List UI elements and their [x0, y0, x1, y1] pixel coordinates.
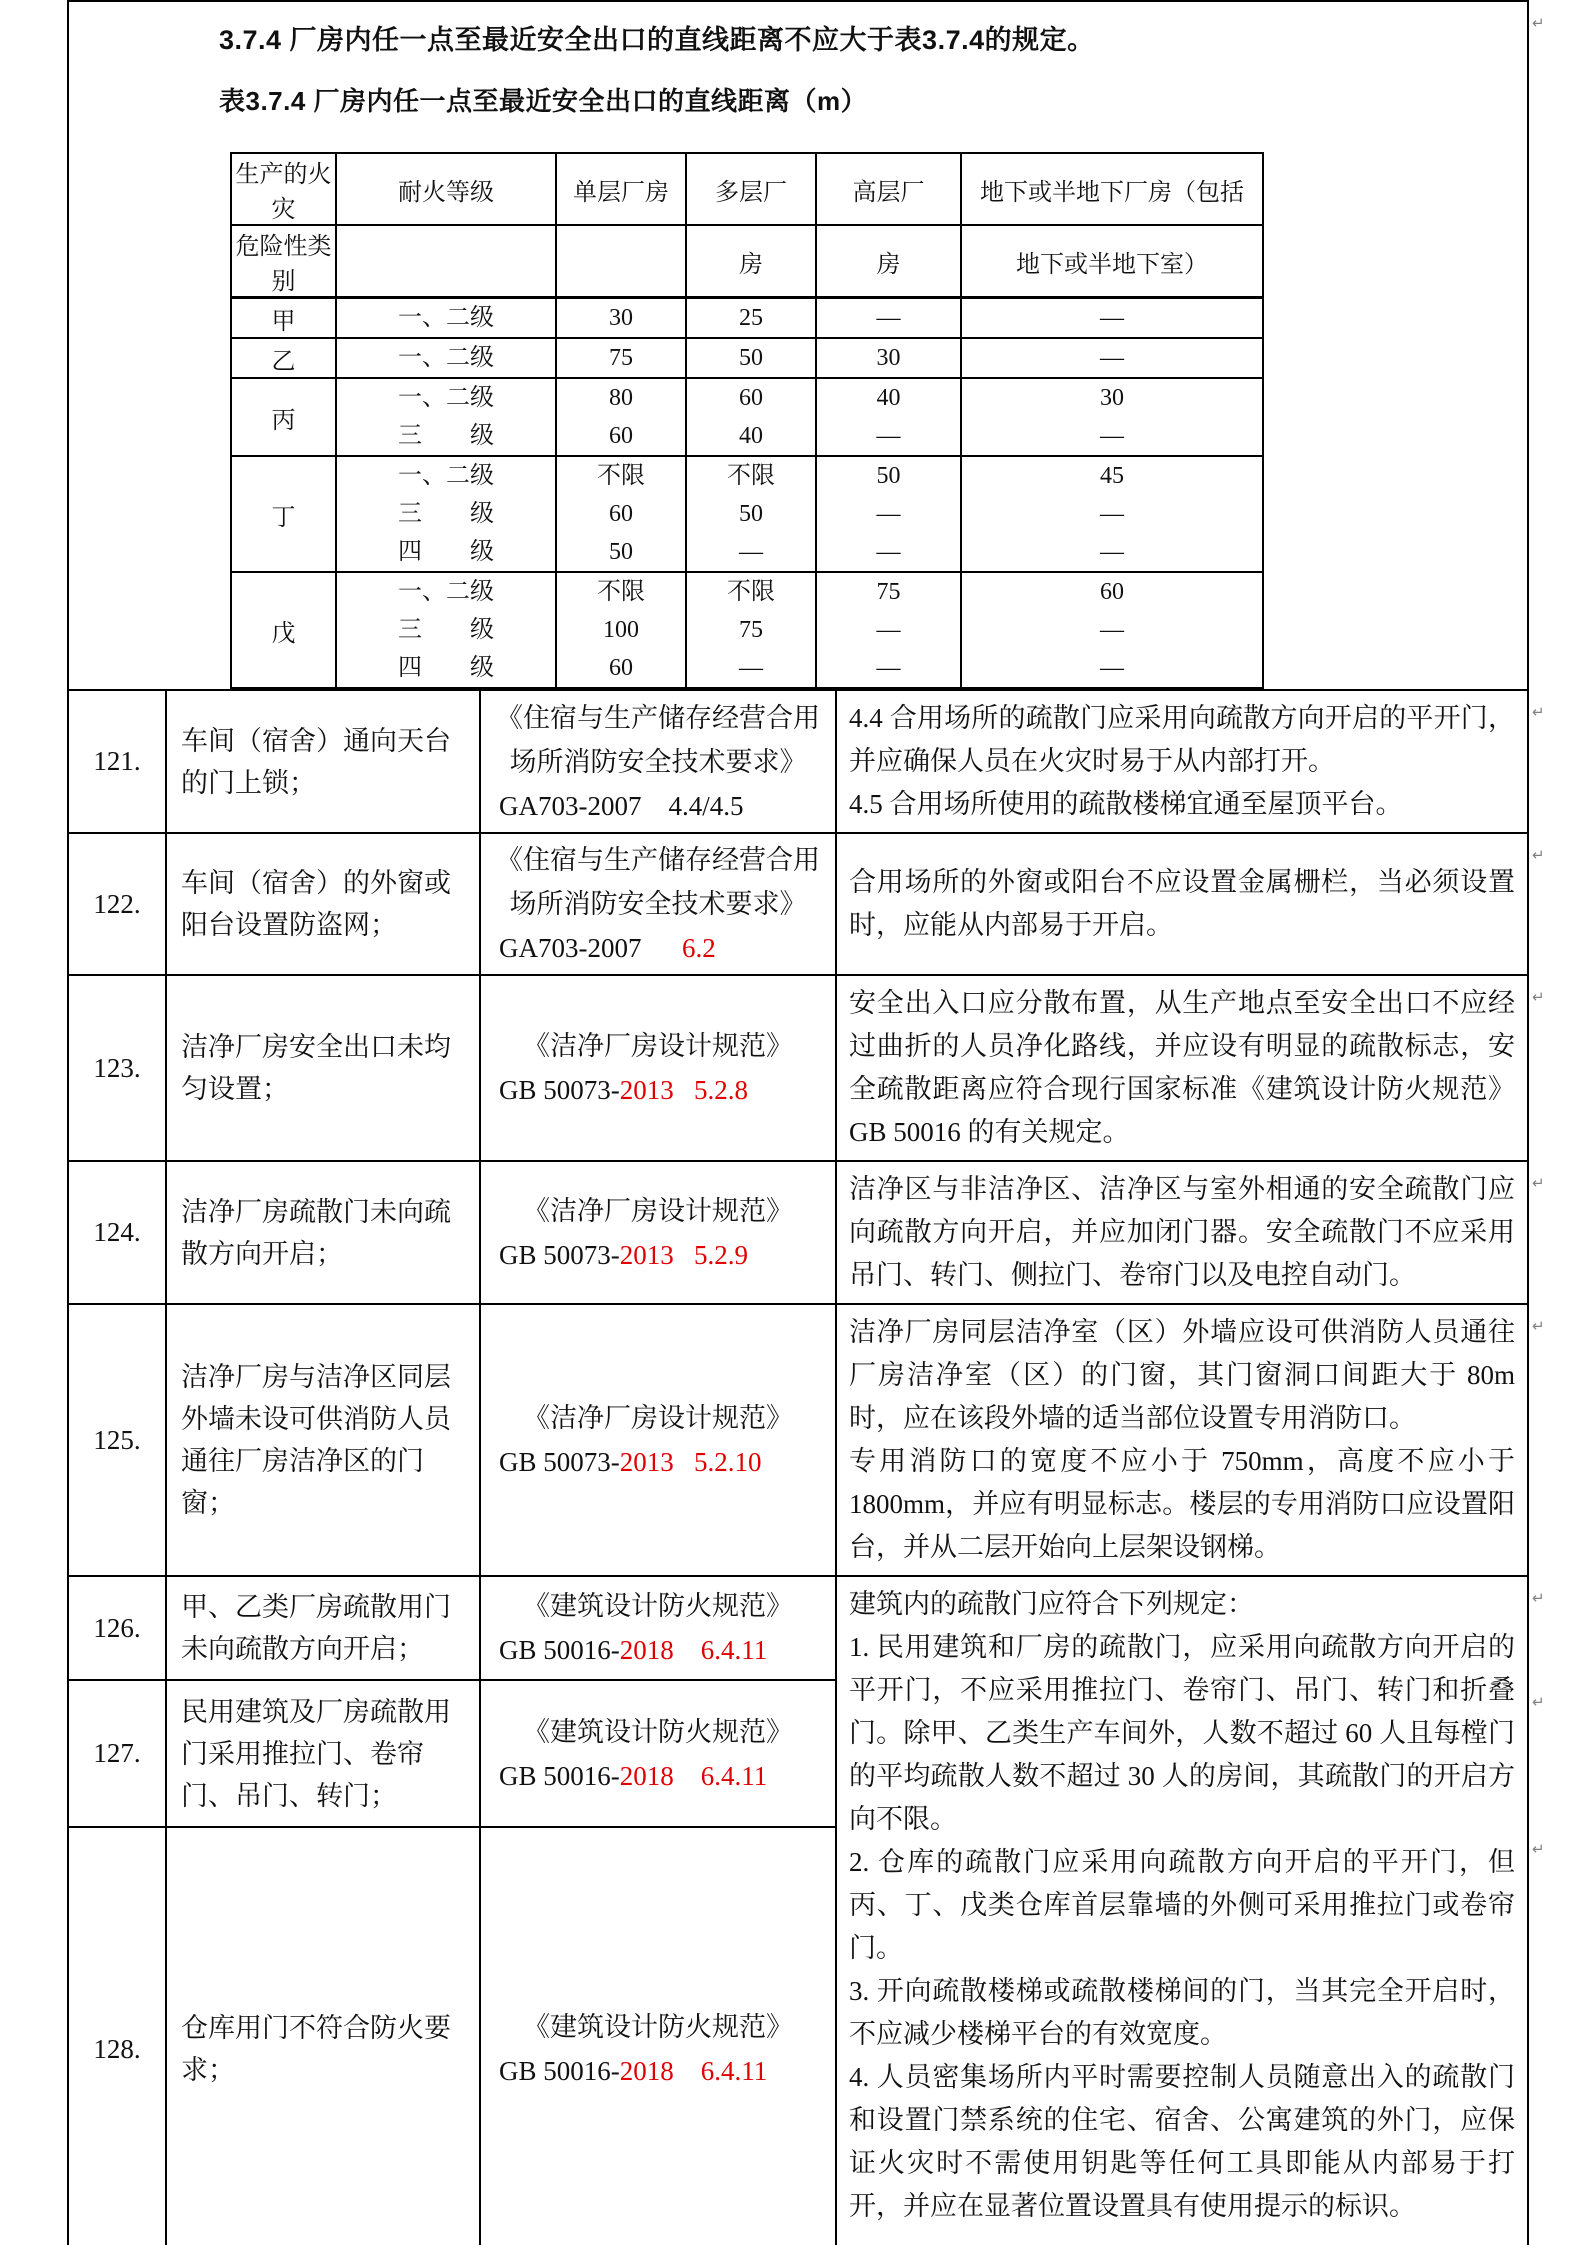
distance-value: 30: [609, 305, 633, 331]
standard-code-black: GB 50016-: [499, 1760, 620, 1791]
issue-description-cell: 洁净厂房安全出口未均匀设置；: [166, 975, 480, 1161]
issue-number-cell: 122.: [68, 833, 166, 975]
standard-title: 《住宿与生产储存经营合用场所消防安全技术要求》: [496, 845, 820, 919]
issue-number-cell: 124.: [68, 1161, 166, 1304]
standard-title: 《建筑设计防火规范》: [523, 1591, 793, 1621]
standard-reference-cell: [480, 833, 836, 975]
distance-value: —: [876, 617, 901, 643]
distance-value: 50: [739, 501, 763, 527]
distance-value-cell: [556, 456, 686, 572]
distance-value: 25: [739, 305, 763, 331]
distance-header-cell: 生产的火灾: [231, 153, 336, 225]
standard-code-black: GB 50073-: [499, 1239, 620, 1270]
distance-value-cell: [816, 338, 961, 378]
distance-value: 60: [609, 423, 633, 449]
distance-value: 不限: [597, 579, 645, 605]
end-of-row-mark: ↵: [1532, 846, 1545, 864]
standard-title: 《建筑设计防火规范》: [523, 1716, 793, 1747]
distance-value: 60: [739, 385, 763, 411]
distance-header-cell: 耐火等级: [336, 153, 556, 225]
requirement-paragraph: 洁净区与非洁净区、洁净区与室外相通的安全疏散门应向疏散方向开启，并应加闭门器。安全疏散门不应采用吊门、转门、侧拉门、卷帘门以及电控自动门。: [849, 1174, 1515, 1290]
clause-heading: 3.7.4 厂房内任一点至最近安全出口的直线距离不应大于表3.7.4的规定。: [219, 25, 1095, 55]
standard-code-red: 2013: [619, 1075, 674, 1105]
distance-value-cell: [961, 298, 1263, 339]
distance-value-cell: [556, 378, 686, 456]
distance-value: 60: [1100, 579, 1124, 605]
standard-code: [491, 1440, 825, 1484]
issue-description-cell: 洁净厂房疏散门未向疏散方向开启；: [166, 1161, 480, 1304]
issue-description-cell: 甲、乙类厂房疏散用门未向疏散方向开启；: [166, 1576, 480, 1680]
distance-value: 50: [876, 463, 901, 489]
standard-reference-cell: [480, 1827, 836, 2245]
standard-title: 《洁净厂房设计规范》: [523, 1031, 793, 1061]
requirement-cell: [836, 690, 1528, 833]
distance-value: 不限: [727, 463, 775, 489]
standard-code-red: 5.2.8: [694, 1075, 748, 1105]
distance-value: 50: [739, 345, 763, 371]
distance-value: 40: [739, 423, 763, 449]
end-of-row-mark: ↵: [1532, 1174, 1545, 1192]
distance-value: 不限: [727, 579, 775, 605]
distance-value: —: [1100, 655, 1124, 681]
distance-value: —: [1100, 539, 1124, 565]
issue-row: [68, 1576, 1528, 1680]
issue-row: [68, 1161, 1528, 1304]
standard-code-black: [674, 1075, 694, 1105]
standard-code-black: [642, 933, 683, 963]
main-table: [67, 0, 1529, 2245]
end-of-row-mark: ↵: [1532, 1589, 1545, 1607]
requirement-paragraph: 1. 民用建筑和厂房的疏散门，应采用向疏散方向开启的平开门，不应采用推拉门、卷帘门、吊门、转门和折叠门。除甲、乙类生产车间外，人数不超过 60 人且每樘门的平均疏散人数不超过 30 人的房间，其疏散门的开启方向不限。: [849, 1632, 1515, 1834]
distance-value: —: [739, 655, 763, 681]
distance-value: 80: [609, 385, 633, 411]
distance-value-cell: [816, 298, 961, 339]
standard-code: [491, 1068, 825, 1112]
standard-code-black: [674, 1240, 694, 1270]
standard-code-red: 5.2.9: [694, 1239, 748, 1270]
standard-title: 《洁净厂房设计规范》: [523, 1195, 793, 1226]
standard-reference-cell: [480, 1680, 836, 1827]
distance-value-cell: [336, 338, 556, 378]
distance-value-cell: [686, 338, 816, 378]
issue-number-cell: 121.: [68, 690, 166, 833]
standard-code-black: GA703-2007: [499, 790, 642, 821]
distance-value: 30: [876, 345, 901, 371]
distance-table: [230, 152, 1264, 689]
issue-row: [68, 975, 1528, 1161]
standard-reference-cell: [480, 975, 836, 1161]
distance-value-cell: [556, 338, 686, 378]
requirement-paragraph: 4.4 合用场所的疏散门应采用向疏散方向开启的平开门，并应确保人员在火灾时易于从内部打开。: [849, 703, 1515, 776]
distance-value: 45: [1100, 463, 1124, 489]
distance-value: —: [1100, 423, 1124, 449]
standard-reference-cell: [480, 1304, 836, 1576]
issue-row: [68, 1304, 1528, 1576]
standard-code: [491, 1754, 825, 1798]
distance-value-cell: [686, 572, 816, 688]
requirement-paragraph: 2. 仓库的疏散门应采用向疏散方向开启的平开门，但丙、丁、戊类仓库首层靠墙的外侧可采用推拉门或卷帘门。: [849, 1847, 1515, 1963]
distance-value: —: [876, 305, 901, 331]
requirement-paragraph: 专用消防口的宽度不应小于 750mm，高度不应小于 1800mm，并应有明显标志。楼层的专用消防口应设置阳台，并从二层开始向上层架设钢梯。: [849, 1446, 1515, 1562]
standard-code-red: 2018: [619, 2056, 674, 2086]
distance-value-cell: [336, 572, 556, 688]
distance-group-row: [231, 456, 1263, 572]
distance-value: 四 级: [398, 539, 494, 565]
distance-value: 100: [603, 617, 639, 643]
fire-category-cell: 戊: [231, 572, 336, 688]
standard-code: [491, 2049, 825, 2093]
standard-code-red: 2013: [619, 1447, 674, 1477]
standard-reference-cell: [480, 1576, 836, 1680]
distance-header-cell: 多层厂: [686, 153, 816, 225]
distance-value: 三 级: [398, 423, 494, 449]
requirement-paragraph: 合用场所的外窗或阳台不应设置金属栅栏，当必须设置时，应能从内部易于开启。: [849, 867, 1515, 940]
standard-code-red: 2013: [619, 1239, 674, 1270]
standard-code-red: 6.2: [682, 933, 716, 963]
standard-code-black: GB 50073-: [499, 1447, 620, 1477]
distance-header-row-2: [231, 225, 1263, 298]
distance-value-cell: [336, 298, 556, 339]
standard-reference-cell: [480, 690, 836, 833]
issue-number-cell: 123.: [68, 975, 166, 1161]
distance-value-cell: [686, 456, 816, 572]
requirement-paragraph: 3. 开向疏散楼梯或疏散楼梯间的门，当其完全开启时，不应减少楼梯平台的有效宽度。: [849, 1976, 1515, 2049]
distance-value: —: [876, 501, 901, 527]
standard-reference-cell: [480, 1161, 836, 1304]
standard-code-red: 5.2.10: [694, 1447, 762, 1477]
distance-header-cell: 危险性类别: [231, 225, 336, 298]
distance-value: —: [876, 655, 901, 681]
distance-value: —: [1100, 501, 1124, 527]
distance-value-cell: [556, 572, 686, 688]
issue-number-cell: 128.: [68, 1827, 166, 2245]
distance-value: —: [1100, 617, 1124, 643]
distance-header-cell: 房: [686, 225, 816, 298]
standard-code-red: 2018: [619, 1760, 674, 1791]
distance-value: 不限: [597, 463, 645, 489]
standard-code-red: 6.4.11: [700, 1635, 768, 1665]
standard-code-black: [674, 1447, 694, 1477]
distance-value-cell: [961, 378, 1263, 456]
distance-group-row: [231, 298, 1263, 339]
distance-header-row-1: [231, 153, 1263, 225]
distance-header-cell: 房: [816, 225, 961, 298]
distance-value: —: [1100, 305, 1124, 331]
distance-value-cell: [686, 298, 816, 339]
distance-header-cell: 地下或半地下厂房（包括: [961, 153, 1263, 225]
standard-code: [491, 1628, 825, 1672]
distance-header-cell: 单层厂房: [556, 153, 686, 225]
distance-value-cell: [816, 378, 961, 456]
distance-table-caption: 表3.7.4 厂房内任一点至最近安全出口的直线距离（m）: [219, 86, 868, 116]
end-of-row-mark: ↵: [1532, 14, 1545, 32]
intro-row: [68, 1, 1528, 690]
standard-code-black: [674, 2056, 701, 2086]
issue-description-cell: 车间（宿舍）的外窗或阳台设置防盗网；: [166, 833, 480, 975]
requirement-cell-merged: [836, 1576, 1528, 2245]
distance-value: 60: [609, 655, 633, 681]
distance-value: 一、二级: [398, 345, 494, 371]
distance-value: —: [1100, 345, 1124, 371]
distance-group-row: [231, 378, 1263, 456]
distance-header-cell: [556, 225, 686, 298]
requirement-paragraph: 洁净厂房同层洁净室（区）外墙应设可供消防人员通往厂房洁净室（区）的门窗，其门窗洞口间距大于 80m 时，应在该段外墙的适当部位设置专用消防口。: [849, 1317, 1515, 1433]
distance-value: 75: [876, 579, 901, 605]
issue-description-cell: 洁净厂房与洁净区同层外墙未设可供消防人员通往厂房洁净区的门窗；: [166, 1304, 480, 1576]
distance-value-cell: [816, 456, 961, 572]
distance-value-cell: [336, 456, 556, 572]
distance-value-cell: [816, 572, 961, 688]
distance-value: 60: [609, 501, 633, 527]
requirement-paragraph: 4. 人员密集场所内平时需要控制人员随意出入的疏散门和设置门禁系统的住宅、宿舍、公寓建筑的外门，应保证火灾时不需使用钥匙等任何工具即能从内部易于打开，并应在显著位置设置具有使用提示的标识。: [849, 2062, 1515, 2221]
standard-code: [491, 784, 825, 828]
issue-row: [68, 690, 1528, 833]
distance-group-row: [231, 572, 1263, 688]
requirement-cell: [836, 1304, 1528, 1576]
standard-code-black: GB 50073-: [499, 1075, 620, 1105]
distance-value: 一、二级: [398, 463, 494, 489]
issue-number-cell: 125.: [68, 1304, 166, 1576]
end-of-row-mark: ↵: [1532, 988, 1545, 1006]
end-of-row-mark: ↵: [1532, 1840, 1545, 1858]
distance-value: 40: [876, 385, 901, 411]
distance-value-cell: [336, 378, 556, 456]
end-of-row-mark: ↵: [1532, 703, 1545, 721]
standard-code: [491, 926, 825, 970]
standard-code-black: [674, 1635, 701, 1665]
standard-title: 《建筑设计防火规范》: [523, 2012, 793, 2042]
distance-value-cell: [686, 378, 816, 456]
distance-value: 75: [739, 617, 763, 643]
fire-category-cell: 丁: [231, 456, 336, 572]
requirement-cell: [836, 1161, 1528, 1304]
requirement-paragraph: 4.5 合用场所使用的疏散楼梯宜通至屋顶平台。: [849, 789, 1403, 819]
standard-code-black: GB 50016-: [499, 1635, 620, 1665]
standard-code-black: [674, 1761, 701, 1791]
standard-code-red: 2018: [619, 1635, 674, 1665]
distance-value: —: [876, 423, 901, 449]
standard-code-black: GA703-2007: [499, 933, 642, 963]
distance-value: —: [739, 539, 763, 565]
distance-header-cell: 地下或半地下室）: [961, 225, 1263, 298]
distance-value: 一、二级: [398, 385, 494, 411]
fire-category-cell: 乙: [231, 338, 336, 378]
issue-description-cell: 车间（宿舍）通向天台的门上锁；: [166, 690, 480, 833]
distance-value: 一、二级: [398, 305, 494, 331]
requirement-paragraph: 安全出入口应分散布置，从生产地点至安全出口不应经过曲折的人员净化路线，并应设有明显的疏散标志，安全疏散距离应符合现行国家标准《建筑设计防火规范》GB 50016 的有关规定。: [849, 988, 1515, 1147]
distance-header-cell: 高层厂: [816, 153, 961, 225]
requirement-paragraph: 建筑内的疏散门应符合下列规定：: [849, 1589, 1254, 1619]
standard-code-black: 4.4/4.5: [641, 790, 744, 821]
distance-value-cell: [556, 298, 686, 339]
distance-value: 50: [609, 539, 633, 565]
distance-group-row: [231, 338, 1263, 378]
fire-category-cell: 甲: [231, 298, 336, 339]
issue-description-cell: 民用建筑及厂房疏散用门采用推拉门、卷帘门、吊门、转门；: [166, 1680, 480, 1827]
issue-number-cell: 127.: [68, 1680, 166, 1827]
distance-value: 75: [609, 345, 633, 371]
standard-title: 《住宿与生产储存经营合用场所消防安全技术要求》: [496, 702, 820, 777]
distance-value: 三 级: [398, 617, 494, 643]
standard-code-red: 6.4.11: [700, 1760, 768, 1791]
end-of-row-mark: ↵: [1532, 1693, 1545, 1711]
distance-header-cell: [336, 225, 556, 298]
standard-code-red: 6.4.11: [700, 2056, 768, 2086]
requirement-cell: [836, 975, 1528, 1161]
distance-value-cell: [961, 572, 1263, 688]
distance-value-cell: [961, 456, 1263, 572]
intro-cell: [68, 1, 1528, 690]
distance-value: 四 级: [398, 655, 494, 681]
standard-code: [491, 1233, 825, 1277]
issue-description-cell: 仓库用门不符合防火要求；: [166, 1827, 480, 2245]
distance-value: 一、二级: [398, 579, 494, 605]
distance-value: 30: [1100, 385, 1124, 411]
distance-value-cell: [961, 338, 1263, 378]
requirement-cell: [836, 833, 1528, 975]
fire-category-cell: 丙: [231, 378, 336, 456]
standard-code-black: GB 50016-: [499, 2056, 620, 2086]
distance-value: 三 级: [398, 501, 494, 527]
end-of-row-mark: ↵: [1532, 1317, 1545, 1335]
distance-value: —: [876, 539, 901, 565]
issue-row: [68, 833, 1528, 975]
standard-title: 《洁净厂房设计规范》: [523, 1403, 793, 1433]
issue-number-cell: 126.: [68, 1576, 166, 1680]
